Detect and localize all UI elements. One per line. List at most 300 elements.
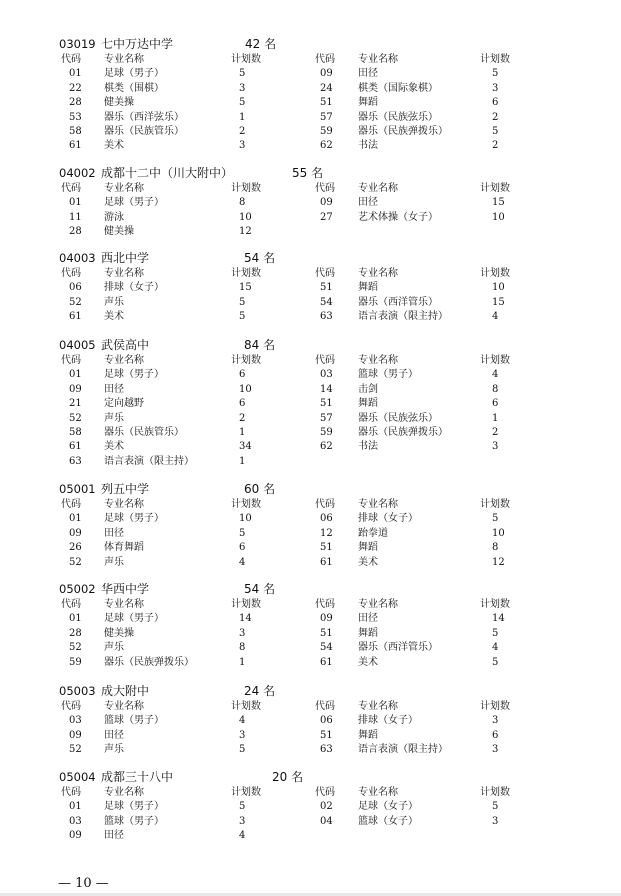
- table-row: [59, 829, 579, 843]
- plan-count: 10: [492, 211, 505, 223]
- table-row: [59, 397, 579, 411]
- header-plan: 计划数: [231, 701, 261, 712]
- plan-count: 1: [239, 656, 246, 668]
- major-name: 舞蹈: [358, 729, 378, 741]
- major-name: 器乐（民族弹拨乐）: [358, 426, 448, 438]
- major-code: 09: [320, 197, 333, 209]
- header-plan: 计划数: [480, 787, 510, 798]
- major-name: 田径: [104, 830, 124, 842]
- major-name: 田径: [104, 729, 124, 741]
- major-code: 04: [320, 815, 333, 827]
- major-name: 器乐（西洋管乐）: [358, 296, 438, 308]
- table-row: [59, 556, 579, 570]
- major-code: 51: [320, 627, 333, 639]
- header-major: 专业名称: [358, 599, 398, 610]
- major-code: 28: [69, 627, 82, 639]
- column-header-row: [59, 598, 579, 612]
- header-plan: 计划数: [231, 183, 261, 194]
- school-quota: 42 名: [245, 37, 277, 51]
- major-name: 器乐（民族弹拨乐）: [358, 125, 448, 137]
- major-name: 足球（男子）: [104, 513, 164, 525]
- major-code: 51: [320, 398, 333, 410]
- major-name: 舞蹈: [358, 97, 378, 109]
- major-code: 62: [320, 140, 333, 152]
- major-code: 63: [320, 744, 333, 756]
- school-name: 西北中学: [101, 251, 150, 265]
- major-name: 排球（女子）: [358, 513, 418, 525]
- major-code: 24: [320, 82, 333, 94]
- table-row: [59, 512, 579, 526]
- school-heading: [59, 683, 579, 700]
- major-code: 09: [320, 68, 333, 80]
- major-name: 篮球（女子）: [358, 815, 418, 827]
- major-code: 26: [69, 542, 82, 554]
- table-row: [59, 82, 579, 96]
- header-code: 代码: [315, 183, 335, 194]
- major-code: 22: [69, 82, 82, 94]
- school-quota: 84 名: [244, 338, 276, 352]
- school-heading: [59, 337, 579, 354]
- school-name: 七中万达中学: [101, 37, 174, 51]
- table-row: [59, 196, 579, 210]
- plan-count: 5: [492, 68, 499, 80]
- plan-count: 14: [492, 613, 505, 625]
- header-code: 代码: [315, 268, 335, 279]
- header-major: 专业名称: [358, 183, 398, 194]
- school-code: 04005: [59, 338, 96, 352]
- school-block: [59, 165, 579, 240]
- major-name: 游泳: [104, 211, 124, 223]
- plan-count: 6: [492, 97, 499, 109]
- school-heading: [59, 769, 579, 786]
- school-name: 成都三十八中: [101, 770, 174, 784]
- plan-count: 12: [239, 226, 252, 238]
- header-major: 专业名称: [104, 268, 144, 279]
- plan-count: 8: [239, 642, 246, 654]
- major-name: 艺术体操（女子）: [358, 211, 438, 223]
- major-name: 篮球（男子）: [358, 369, 418, 381]
- plan-count: 8: [239, 197, 246, 209]
- major-code: 58: [69, 426, 82, 438]
- major-code: 01: [69, 68, 82, 80]
- header-code: 代码: [315, 355, 335, 366]
- column-header-row: [59, 182, 579, 196]
- major-name: 足球（男子）: [104, 197, 164, 209]
- school-block: [59, 337, 579, 469]
- plan-count: 4: [492, 311, 499, 323]
- table-row: [59, 656, 579, 670]
- header-major: 专业名称: [104, 701, 144, 712]
- plan-count: 10: [239, 513, 252, 525]
- major-name: 健美操: [104, 226, 134, 238]
- major-name: 声乐: [104, 412, 124, 424]
- major-name: 美术: [358, 656, 378, 668]
- plan-count: 2: [492, 140, 499, 152]
- header-plan: 计划数: [480, 268, 510, 279]
- major-name: 器乐（民族管乐）: [104, 426, 184, 438]
- header-plan: 计划数: [480, 701, 510, 712]
- plan-count: 3: [492, 715, 499, 727]
- header-code: 代码: [315, 599, 335, 610]
- plan-count: 5: [239, 68, 246, 80]
- plan-count: 6: [239, 369, 246, 381]
- major-name: 器乐（民族管乐）: [104, 125, 184, 137]
- major-code: 62: [320, 441, 333, 453]
- plan-count: 4: [492, 642, 499, 654]
- table-row: [59, 111, 579, 125]
- school-name: 华西中学: [101, 582, 150, 596]
- major-code: 14: [320, 383, 333, 395]
- major-name: 健美操: [104, 627, 134, 639]
- major-code: 52: [69, 296, 82, 308]
- major-name: 跆拳道: [358, 527, 388, 539]
- header-major: 专业名称: [358, 499, 398, 510]
- school-quota: 55 名: [292, 166, 324, 180]
- major-code: 03: [69, 815, 82, 827]
- table-row: [59, 815, 579, 829]
- header-code: 代码: [61, 787, 81, 798]
- header-plan: 计划数: [231, 268, 261, 279]
- major-name: 声乐: [104, 296, 124, 308]
- table-row: [59, 281, 579, 295]
- plan-count: 4: [239, 715, 246, 727]
- major-name: 舞蹈: [358, 398, 378, 410]
- header-plan: 计划数: [231, 787, 261, 798]
- major-name: 体育舞蹈: [104, 542, 144, 554]
- major-code: 51: [320, 542, 333, 554]
- major-name: 语言表演（限主持）: [358, 311, 448, 323]
- major-name: 语言表演（限主持）: [358, 744, 448, 756]
- plan-count: 8: [492, 542, 499, 554]
- school-name: 成大附中: [101, 684, 150, 698]
- plan-count: 5: [492, 801, 499, 813]
- header-code: 代码: [61, 183, 81, 194]
- major-name: 篮球（男子）: [104, 715, 164, 727]
- major-code: 28: [69, 97, 82, 109]
- major-code: 57: [320, 412, 333, 424]
- major-name: 田径: [358, 68, 378, 80]
- major-name: 田径: [358, 613, 378, 625]
- major-name: 田径: [104, 383, 124, 395]
- plan-count: 5: [492, 125, 499, 137]
- major-name: 器乐（民族弦乐）: [358, 111, 438, 123]
- major-code: 52: [69, 556, 82, 568]
- major-name: 足球（男子）: [104, 68, 164, 80]
- header-plan: 计划数: [480, 183, 510, 194]
- major-name: 舞蹈: [358, 282, 378, 294]
- major-name: 定向越野: [104, 398, 144, 410]
- major-code: 09: [69, 729, 82, 741]
- school-heading: [59, 481, 579, 498]
- major-code: 03: [69, 715, 82, 727]
- school-quota: 60 名: [244, 482, 276, 496]
- column-header-row: [59, 354, 579, 368]
- plan-count: 5: [492, 627, 499, 639]
- plan-count: 10: [239, 383, 252, 395]
- plan-count: 1: [239, 455, 246, 467]
- school-quota: 20 名: [272, 770, 304, 784]
- major-name: 足球（男子）: [104, 613, 164, 625]
- major-code: 01: [69, 801, 82, 813]
- major-code: 06: [320, 715, 333, 727]
- plan-count: 15: [492, 197, 505, 209]
- table-row: [59, 627, 579, 641]
- major-code: 09: [320, 613, 333, 625]
- plan-count: 2: [239, 412, 246, 424]
- major-code: 01: [69, 369, 82, 381]
- plan-count: 4: [239, 556, 246, 568]
- school-code: 04002: [59, 166, 96, 180]
- school-code: 05004: [59, 770, 96, 784]
- plan-count: 5: [492, 656, 499, 668]
- major-code: 12: [320, 527, 333, 539]
- school-block: [59, 36, 579, 154]
- table-row: [59, 211, 579, 225]
- plan-count: 6: [492, 398, 499, 410]
- major-code: 51: [320, 97, 333, 109]
- plan-count: 3: [239, 729, 246, 741]
- plan-count: 5: [239, 527, 246, 539]
- table-row: [59, 225, 579, 239]
- major-name: 舞蹈: [358, 542, 378, 554]
- plan-count: 3: [239, 627, 246, 639]
- plan-count: 10: [239, 211, 252, 223]
- table-row: [59, 541, 579, 555]
- table-row: [59, 125, 579, 139]
- header-code: 代码: [61, 599, 81, 610]
- plan-count: 2: [492, 426, 499, 438]
- school-name: 列五中学: [101, 482, 150, 496]
- major-name: 语言表演（限主持）: [104, 455, 194, 467]
- column-header-row: [59, 700, 579, 714]
- table-row: [59, 440, 579, 454]
- column-header-row: [59, 786, 579, 800]
- header-major: 专业名称: [104, 183, 144, 194]
- major-name: 足球（男子）: [104, 801, 164, 813]
- header-code: 代码: [61, 268, 81, 279]
- plan-count: 3: [492, 815, 499, 827]
- major-code: 59: [320, 125, 333, 137]
- major-name: 田径: [358, 197, 378, 209]
- header-major: 专业名称: [358, 355, 398, 366]
- school-code: 03019: [59, 37, 96, 51]
- header-plan: 计划数: [231, 54, 261, 65]
- plan-count: 6: [492, 729, 499, 741]
- major-name: 篮球（男子）: [104, 815, 164, 827]
- major-name: 美术: [358, 556, 378, 568]
- major-code: 61: [69, 140, 82, 152]
- school-heading: [59, 581, 579, 598]
- major-name: 美术: [104, 140, 124, 152]
- major-code: 61: [69, 311, 82, 323]
- plan-count: 6: [239, 542, 246, 554]
- header-plan: 计划数: [480, 54, 510, 65]
- plan-count: 4: [492, 369, 499, 381]
- major-name: 书法: [358, 441, 378, 453]
- table-row: [59, 96, 579, 110]
- school-block: [59, 683, 579, 758]
- plan-count: 5: [239, 296, 246, 308]
- school-heading: [59, 36, 579, 53]
- major-name: 棋类（国际象棋）: [358, 82, 438, 94]
- school-quota: 54 名: [244, 582, 276, 596]
- plan-count: 1: [239, 426, 246, 438]
- column-header-row: [59, 53, 579, 67]
- major-name: 声乐: [104, 642, 124, 654]
- table-row: [59, 310, 579, 324]
- header-code: 代码: [61, 355, 81, 366]
- plan-count: 14: [239, 613, 252, 625]
- major-code: 63: [69, 455, 82, 467]
- table-row: [59, 714, 579, 728]
- major-code: 09: [69, 830, 82, 842]
- major-code: 06: [320, 513, 333, 525]
- header-major: 专业名称: [358, 701, 398, 712]
- major-code: 51: [320, 282, 333, 294]
- plan-count: 3: [492, 82, 499, 94]
- header-major: 专业名称: [358, 787, 398, 798]
- major-code: 61: [69, 441, 82, 453]
- school-code: 05001: [59, 482, 96, 496]
- table-row: [59, 641, 579, 655]
- major-name: 器乐（民族弹拨乐）: [104, 656, 194, 668]
- major-name: 足球（女子）: [358, 801, 418, 813]
- major-code: 09: [69, 383, 82, 395]
- header-plan: 计划数: [480, 499, 510, 510]
- major-name: 舞蹈: [358, 627, 378, 639]
- plan-count: 5: [492, 513, 499, 525]
- table-row: [59, 67, 579, 81]
- plan-count: 15: [492, 296, 505, 308]
- school-code: 04003: [59, 251, 96, 265]
- major-code: 59: [320, 426, 333, 438]
- major-name: 排球（女子）: [104, 282, 164, 294]
- table-row: [59, 455, 579, 469]
- table-row: [59, 800, 579, 814]
- school-heading: [59, 165, 579, 182]
- plan-count: 15: [239, 282, 252, 294]
- school-quota: 54 名: [244, 251, 276, 265]
- header-major: 专业名称: [104, 599, 144, 610]
- plan-count: 8: [492, 383, 499, 395]
- school-block: [59, 581, 579, 670]
- major-code: 11: [69, 211, 82, 223]
- table-row: [59, 368, 579, 382]
- major-code: 61: [320, 656, 333, 668]
- major-code: 54: [320, 642, 333, 654]
- school-heading: [59, 250, 579, 267]
- major-name: 器乐（民族弦乐）: [358, 412, 438, 424]
- major-code: 59: [69, 656, 82, 668]
- major-code: 58: [69, 125, 82, 137]
- major-name: 美术: [104, 441, 124, 453]
- major-name: 器乐（西洋管乐）: [358, 642, 438, 654]
- major-name: 健美操: [104, 97, 134, 109]
- plan-count: 1: [492, 412, 499, 424]
- plan-count: 3: [239, 815, 246, 827]
- major-name: 声乐: [104, 744, 124, 756]
- school-block: [59, 769, 579, 844]
- school-block: [59, 250, 579, 325]
- major-code: 21: [69, 398, 82, 410]
- table-row: [59, 612, 579, 626]
- header-code: 代码: [61, 54, 81, 65]
- table-row: [59, 383, 579, 397]
- header-plan: 计划数: [231, 499, 261, 510]
- header-major: 专业名称: [104, 787, 144, 798]
- plan-count: 2: [239, 125, 246, 137]
- plan-count: 10: [492, 527, 505, 539]
- header-code: 代码: [315, 701, 335, 712]
- major-code: 01: [69, 513, 82, 525]
- header-plan: 计划数: [231, 355, 261, 366]
- major-code: 02: [320, 801, 333, 813]
- plan-count: 12: [492, 556, 505, 568]
- table-row: [59, 412, 579, 426]
- column-header-row: [59, 498, 579, 512]
- header-major: 专业名称: [358, 54, 398, 65]
- table-row: [59, 426, 579, 440]
- table-row: [59, 296, 579, 310]
- plan-count: 1: [239, 111, 246, 123]
- column-header-row: [59, 267, 579, 281]
- table-row: [59, 729, 579, 743]
- school-code: 05002: [59, 582, 96, 596]
- major-code: 51: [320, 729, 333, 741]
- plan-count: 10: [492, 282, 505, 294]
- major-code: 54: [320, 296, 333, 308]
- major-name: 足球（男子）: [104, 369, 164, 381]
- plan-count: 3: [492, 744, 499, 756]
- major-code: 52: [69, 642, 82, 654]
- major-name: 美术: [104, 311, 124, 323]
- plan-count: 5: [239, 744, 246, 756]
- school-block: [59, 481, 579, 570]
- major-code: 63: [320, 311, 333, 323]
- table-row: [59, 139, 579, 153]
- page-number: — 10 —: [58, 876, 109, 891]
- major-code: 06: [69, 282, 82, 294]
- major-name: 击剑: [358, 383, 378, 395]
- major-code: 01: [69, 613, 82, 625]
- plan-count: 4: [239, 830, 246, 842]
- major-name: 排球（女子）: [358, 715, 418, 727]
- header-code: 代码: [61, 701, 81, 712]
- major-name: 器乐（西洋弦乐）: [104, 111, 184, 123]
- plan-count: 2: [492, 111, 499, 123]
- plan-count: 6: [239, 398, 246, 410]
- header-plan: 计划数: [480, 355, 510, 366]
- major-code: 03: [320, 369, 333, 381]
- header-code: 代码: [315, 787, 335, 798]
- major-code: 28: [69, 226, 82, 238]
- school-quota: 24 名: [244, 684, 276, 698]
- header-major: 专业名称: [104, 499, 144, 510]
- plan-count: 3: [492, 441, 499, 453]
- major-name: 田径: [104, 527, 124, 539]
- plan-count: 5: [239, 97, 246, 109]
- table-row: [59, 527, 579, 541]
- header-code: 代码: [315, 499, 335, 510]
- major-code: 52: [69, 744, 82, 756]
- major-code: 27: [320, 211, 333, 223]
- header-major: 专业名称: [104, 355, 144, 366]
- major-code: 52: [69, 412, 82, 424]
- major-code: 53: [69, 111, 82, 123]
- plan-count: 34: [239, 441, 252, 453]
- major-name: 书法: [358, 140, 378, 152]
- plan-count: 5: [239, 311, 246, 323]
